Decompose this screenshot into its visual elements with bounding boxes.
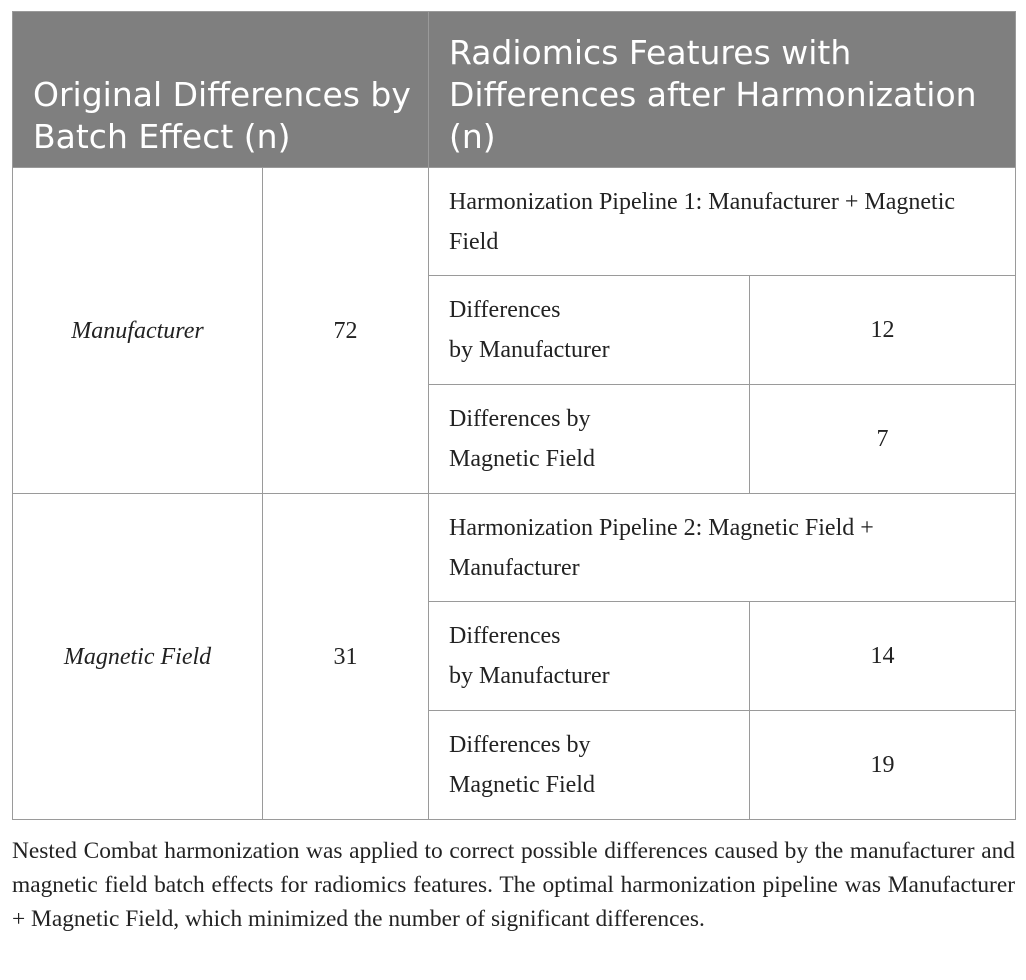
difference-label-line2: by Manufacturer	[449, 337, 610, 363]
difference-label-line1: Differences by	[449, 732, 591, 758]
difference-label-line2: Magnetic Field	[449, 446, 595, 472]
difference-count: 14	[750, 602, 1016, 711]
difference-label-line1: Differences	[449, 297, 561, 323]
pipeline-label: Harmonization Pipeline 2: Magnetic Field + Manufacturer	[429, 494, 1016, 602]
table-footnote: Nested Combat harmonization was applied to correct possible differences caused by the manufacturer and magnetic field batch effects for radiomics features. The optimal harmonization pipeline was Manufacturer + Magnetic Field, which minimized the number of significant differences.	[12, 838, 1015, 932]
difference-label	[429, 276, 750, 385]
header-row	[13, 12, 1016, 168]
difference-count: 19	[750, 711, 1016, 820]
header-features-after-harmonization: Radiomics Features with Differences after Harmonization (n)	[429, 12, 1016, 168]
difference-label-line2: Magnetic Field	[449, 772, 595, 798]
difference-label	[429, 602, 750, 711]
batch-effect-label: Manufacturer	[13, 168, 263, 494]
table-row	[13, 494, 1016, 602]
difference-label	[429, 711, 750, 820]
pipeline-label: Harmonization Pipeline 1: Manufacturer + Magnetic Field	[429, 168, 1016, 276]
difference-label-line1: Differences by	[449, 406, 591, 432]
original-differences-count: 72	[263, 168, 429, 494]
difference-label	[429, 385, 750, 494]
header-original-differences: Original Differences by Batch Effect (n)	[13, 12, 429, 168]
difference-count: 12	[750, 276, 1016, 385]
difference-label-line1: Differences	[449, 623, 561, 649]
results-table	[12, 11, 1016, 820]
original-differences-count: 31	[263, 494, 429, 820]
difference-label-line2: by Manufacturer	[449, 663, 610, 689]
table-row	[13, 168, 1016, 276]
batch-effect-label: Magnetic Field	[13, 494, 263, 820]
difference-count: 7	[750, 385, 1016, 494]
